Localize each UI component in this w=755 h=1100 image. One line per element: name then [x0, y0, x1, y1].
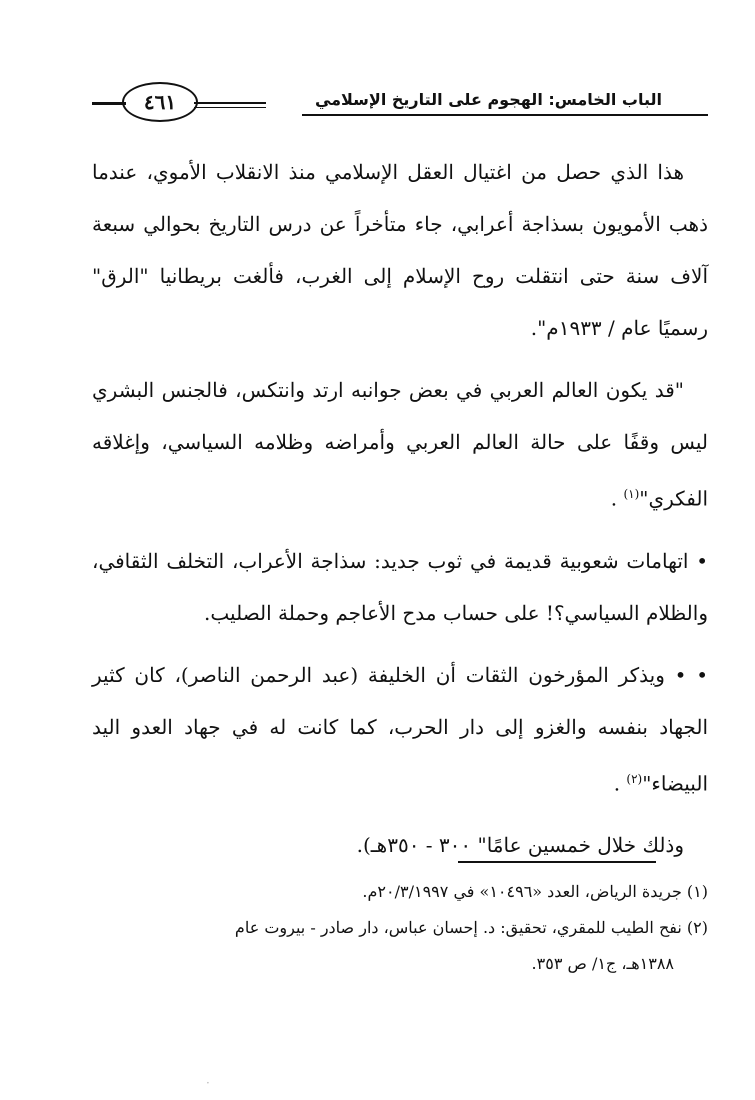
paragraph-4 — [92, 649, 708, 810]
footnotes — [92, 874, 708, 982]
footnote-separator — [458, 861, 656, 863]
footnote-2-line-1: (٢) نفح الطيب للمقري، تحقيق: د. إحسان عباس، دار صادر - بيروت عام — [234, 918, 708, 937]
footnote-ref-2[interactable]: (٢) — [626, 771, 643, 786]
paragraph-1: هذا الذي حصل من اغتيال العقل الإسلامي منذ الانقلاب الأموي، عندما ذهب الأمويون بسذاجة أعرابي، جاء متأخراً عن درس التاريخ بحوالي سبعة آلاف سنة حتى انتقلت روح الإسلام إلى الغرب، فألغت بريطانيا "الرق" رسميًا عام / ١٩٣٣م". — [92, 160, 708, 340]
header-rule — [194, 102, 266, 104]
footnote-ref-1[interactable]: (١) — [623, 487, 640, 501]
paragraph-2 — [92, 364, 708, 525]
paragraph-4-text: • • ويذكر المؤرخون الثقات أن الخليفة (عبد الرحمن الناصر)، كان كثير الجهاد بنفسه والغزو إلى دار الحرب، كما كانت له في جهاد العدو اليد البيضاء" — [92, 662, 708, 796]
paragraph-4-end: . — [613, 771, 621, 796]
header-underline — [302, 114, 708, 116]
paragraph-5: وذلك خلال خمسين عامًا" ٣٠٠ - ٣٥٠هـ). — [356, 833, 684, 858]
page-body — [92, 146, 708, 881]
running-header — [92, 80, 708, 130]
header-rule — [194, 107, 266, 108]
paragraph-3: • اتهامات شعوبية قديمة في ثوب جديد: سذاجة الأعراب، التخلف الثقافي، والظلام السياسي؟! على حساب مدح الأعاجم وحملة الصليب. — [92, 548, 708, 625]
chapter-title: الباب الخامس: الهجوم على التاريخ الإسلامي — [314, 90, 662, 109]
scan-speck: · — [206, 1076, 210, 1090]
paragraph-2-end: . — [610, 486, 618, 511]
footnote-2-line-2: ١٣٨٨هـ، ج١/ ص ٣٥٣. — [531, 954, 674, 973]
footnote-1: (١) جريدة الرياض، العدد «١٠٤٩٦» في ٢٠/٣/١٩٩٧م. — [362, 882, 708, 901]
page-number: ٤٦١ — [122, 82, 198, 122]
header-rule — [92, 102, 126, 105]
footnote-2 — [92, 910, 708, 982]
paragraph-2-text: "قد يكون العالم العربي في بعض جوانبه ارتد وانتكس، فالجنس البشري ليس وقفًا على حالة العالم العربي وأمراضه وظلامه السياسي، وإغلاقه الفكري" — [92, 378, 708, 511]
